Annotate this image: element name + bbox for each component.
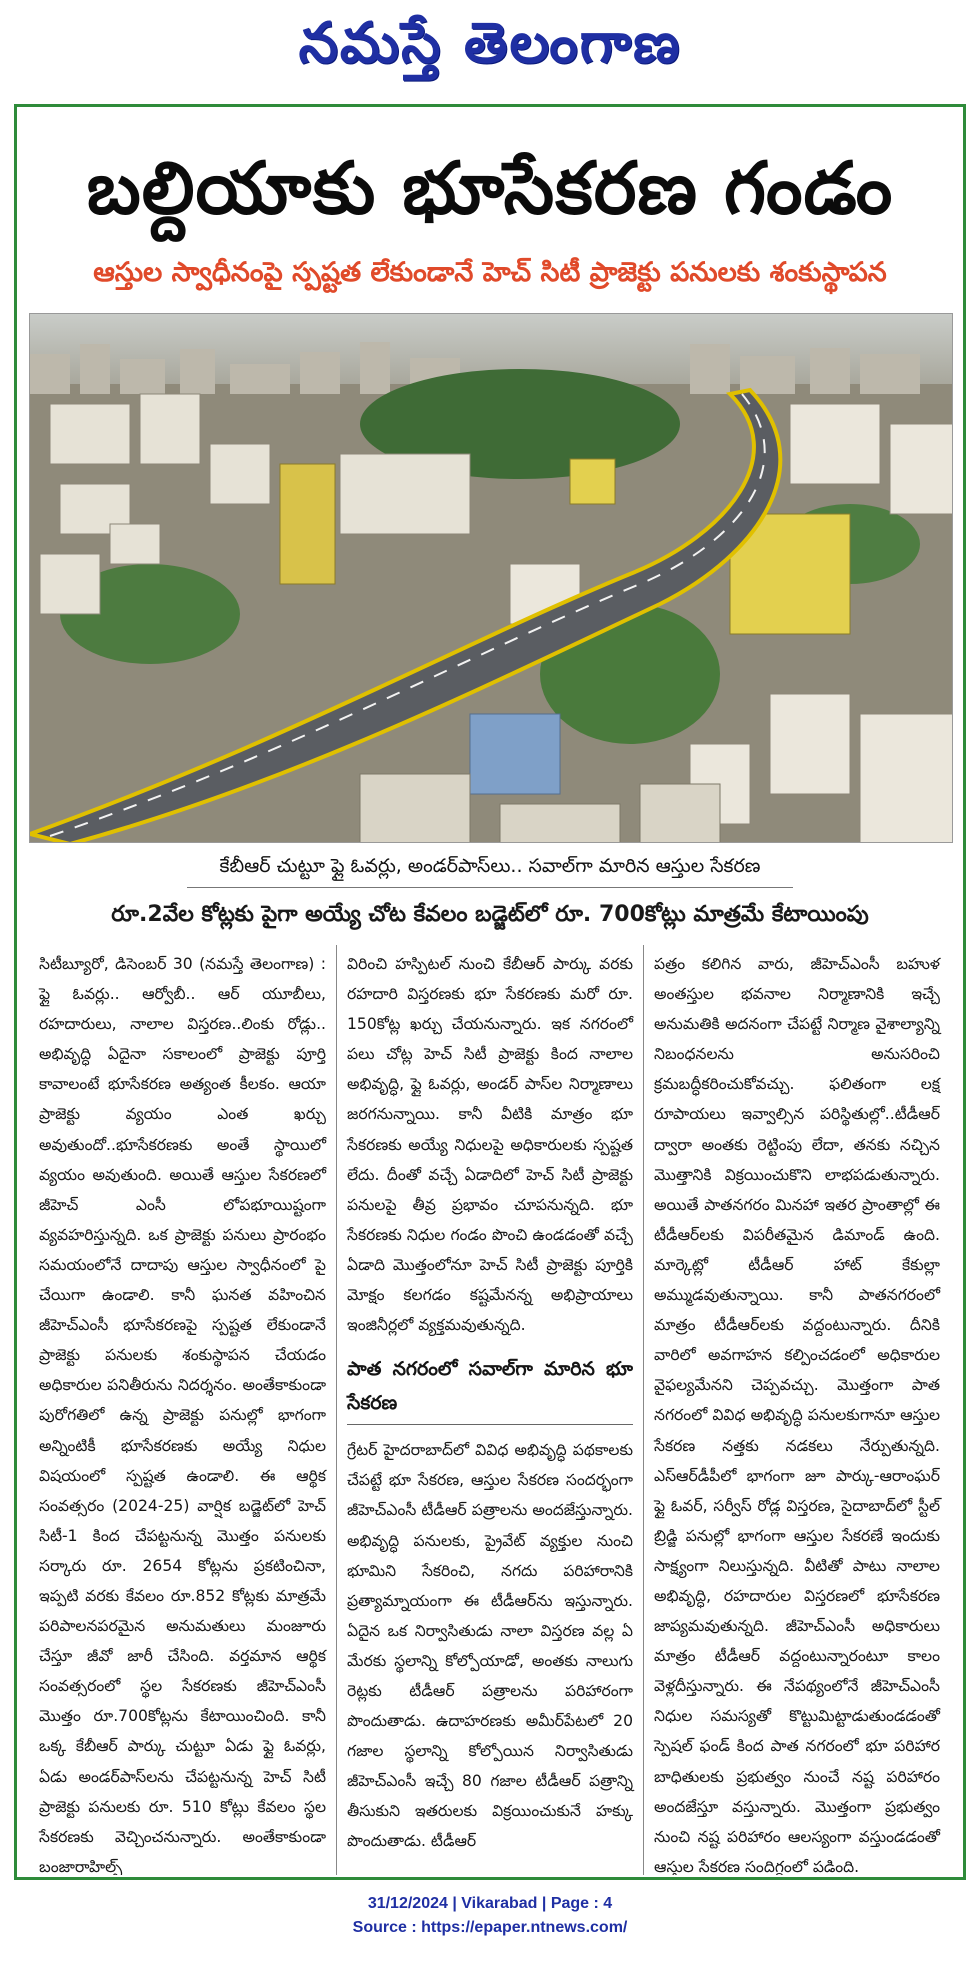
caption-divider <box>187 887 793 888</box>
paragraph: గ్రేటర్ హైదరాబాద్‌లో వివిధ అభివృద్ధి పథకాలకు చేపట్టే భూ సేకరణ, ఆస్తుల సేకరణ సందర్భంగా జీహెచ్‌ఎంసీ టీడీఆర్ పత్రాలను అందజేస్తున్నారు. అభివృద్ధి పనులకు, ప్రైవేట్ వ్యక్తుల నుంచి భూమిని సేకరించి, నగదు పరిహారానికి ప్రత్యామ్నాయంగా ఈ టీడీఆర్‌ను ఇస్తున్నారు. ఏదైన ఒక నిర్వాసితుడు నాలా విస్తరణ వల్ల ఏ మేరకు స్థలాన్ని కోల్పోయాడో, అంతకు నాలుగు రెట్లకు టీడీఆర్ పత్రాలను పరిహారంగా పొందుతాడు. ఉదాహరణకు అమీర్‌పేటలో 20 గజాల స్థలాన్ని కోల్పోయిన నిర్వాసితుడు జీహెచ్‌ఎంసీ ఇచ్చే 80 గజాల టీడీఆర్ పత్రాన్ని తీసుకుని ఇతరులకు విక్రయించుకునే హక్కు పొందుతాడు. టీడీఆర్ <box>347 1441 633 1851</box>
section-subhead: పాత నగరంలో సవాల్‌గా మారిన భూ సేకరణ <box>347 1352 633 1425</box>
paragraph: పత్రం కలిగిన వారు, జీహెచ్‌ఎంసీ బహుళ అంతస్తుల భవనాల నిర్మాణానికి ఇచ్చే అనుమతికి అదనంగా చేపట్టే నిర్మాణ వైశాల్యాన్ని నిబంధనలను అనుసరించి క్రమబద్ధీకరించుకోవచ్చు. ఫలితంగా లక్ష రూపాయలు ఇవ్వాల్సిన పరిస్థితుల్లో..టీడీఆర్ ద్వారా అంతకు రెట్టింపు లేదా, తనకు నచ్చిన మొత్తానికి విక్రయించుకొని లాభపడుతున్నారు. అయితే పాతనగరం మినహా ఇతర ప్రాంతాల్లో ఈ టీడీఆర్‌లకు విపరీతమైన డిమాండ్ ఉంది. మార్కెట్లో టీడీఆర్ హాట్ కేకుల్లా అమ్ముడవుతున్నాయి. కానీ పాతనగరంలో మాత్రం టీడీఆర్‌లకు వద్దంటున్నారు. దీనికి వారిలో అవగాహన కల్పించడంలో అధికారుల వైఫల్యమేనని చెప్పవచ్చు. మొత్తంగా పాత నగరంలో వివిధ అభివృద్ధి పనులకుగానూ ఆస్తుల సేకరణ నత్తకు నడకలు నేర్పుతున్నది. ఎస్‌ఆర్‌డీపీలో భాగంగా జూ పార్కు-ఆరాంఘర్ ఫ్లై ఓవర్, సర్వీస్ రోడ్ల విస్తరణ, సైదాబాద్‌లో స్టీల్ బ్రిడ్జి పనుల్లో భాగంగా ఆస్తుల సేకరణే ఇందుకు సాక్ష్యంగా నిలుస్తున్నది. వీటితో పాటు నాలాల అభివృద్ధి, రహదారుల విస్తరణలో భూసేకరణ జాప్యమవుతున్నది. జీహెచ్‌ఎంసీ అధికారులు మాత్రం టీడీఆర్ వద్దంటున్నారంటూ కాలం వెళ్లదీస్తున్నారు. ఈ నేపథ్యంలోనే జీహెచ్‌ఎంసీ నిధుల సమస్యతో కొట్టుమిట్టాడుతుండడంతో స్పెషల్ ఫండ్ కింద పాత నగరంలో భూ పరిహార బాధితులకు ప్రభుత్వం నుంచే నష్ట పరిహారం అందజేస్తూ వస్తున్నారు. మొత్తంగా ప్రభుత్వం నుంచి నష్ట పరిహారం ఆలస్యంగా వస్తుండడంతో ఆస్తుల సేకరణ సందిగ్ధంలో పడింది. <box>654 955 940 1875</box>
paragraph: విరించి హస్పిటల్ నుంచి కేబీఆర్ పార్కు వరకు రహదారి విస్తరణకు భూ సేకరణకు మరో రూ. 150కోట్ల ఖర్చు చేయనున్నారు. ఇక నగరంలో పలు చోట్ల హెచ్ సిటీ ప్రాజెక్టు కింద నాలాల అభివృద్ధి, ఫ్లై ఓవర్లు, అండర్ పాస్‌ల నిర్మాణాలు జరగనున్నాయి. కానీ వీటికి మాత్రం భూ సేకరణకు అయ్యే నిధులపై అధికారులకు స్పష్టత లేదు. దీంతో వచ్చే ఏడాదిలో హెచ్ సిటీ ప్రాజెక్టు పనులపై తీవ్ర ప్రభావం చూపనున్నది. భూ సేకరణకు నిధుల గండం పొంచి ఉండడంతో వచ్చే ఏడాది మొత్తంలోనూ హెచ్ సిటీ ప్రాజెక్టు పూర్తికి మోక్షం కలగడం కష్టమేనన్న అభిప్రాయాలు ఇంజినీర్లలో వ్యక్తమవుతున్నది. <box>347 955 633 1335</box>
article-headline: బల్దియాకు భూసేకరణ గండం <box>86 146 894 230</box>
photo-caption: కేబీఆర్ చుట్టూ ఫ్లై ఓవర్లు, అండర్‌పాస్‌లు.. సవాల్‌గా మారిన ఆస్తుల సేకరణ <box>219 855 761 877</box>
masthead-logo: నమస్తే తెలంగాణ <box>298 11 682 76</box>
article-column-2 <box>336 945 643 1875</box>
footer-date-line: 31/12/2024 | Vikarabad | Page : 4 <box>367 1895 613 1912</box>
article-deck: రూ.2వేల కోట్లకు పైగా అయ్యే చోట కేవలం బడ్జెట్‌లో రూ. 700కోట్లు మాత్రమే కేటాయింపు <box>111 902 869 927</box>
paragraph: సిటీబ్యూరో, డిసెంబర్ 30 (నమస్తే తెలంగాణ) : ఫ్లై ఓవర్లు.. ఆర్వోబీ.. ఆర్ యూబీలు, రహదారులు, నాలాల విస్తరణ..లింకు రోడ్లు.. అభివృద్ధి ఏదైనా సకాలంలో ప్రాజెక్టు పూర్తి కావాలంటే భూసేకరణ అత్యంత కీలకం. ఆయా ప్రాజెక్టు వ్యయం ఎంత ఖర్చు అవుతుందో..భూసేకరణకు అంతే స్థాయిలో వ్యయం అవుతుంది. అయితే ఆస్తుల సేకరణలో జీహెచ్ ఎంసీ లోపభూయిష్టంగా వ్యవహరిస్తున్నది. ఒక ప్రాజెక్టు పనులు ప్రారంభం సమయంలోనే దాదాపు ఆస్తుల స్వాధీనంలో పై చేయిగా ఉండాలి. కానీ ఘనత వహించిన జీహెచ్‌ఎంసీ భూసేకరణపై స్పష్టత లేకుండానే ప్రాజెక్టు పనులకు శంకుస్థాపన చేయడం అధికారుల పనితీరును నిదర్శనం. అంతేకాకుండా పురోగతిలో ఉన్న ప్రాజెక్టు పనుల్లో భాగంగా అన్నింటికీ భూసేకరణకు అయ్యే నిధుల విషయంలో స్పష్టత ఉండాలి. ఈ ఆర్థిక సంవత్సరం (2024-25) వార్షిక బడ్జెట్‌లో హెచ్ సిటీ-1 కింద చేపట్టనున్న మొత్తం పనులకు సర్కారు రూ. 2654 కోట్లను ప్రకటించినా, ఇప్పటి వరకు కేవలం రూ.852 కోట్లకు మాత్రమే పరిపాలనపరమైన అనుమతులు మంజూరు చేస్తూ జీవో జారీ చేసింది. వర్తమాన ఆర్థిక సంవత్సరంలో స్థల సేకరణకు జీహెచ్‌ఎంసీ మొత్తం రూ.700కోట్లను కేటాయించింది. కానీ ఒక్క కేబీఆర్ పార్కు చుట్టూ ఏడు ఫ్లై ఓవర్లు, ఏడు అండర్‌పాస్‌లను చేపట్టనున్న హెచ్ సిటీ ప్రాజెక్టు పనులకు రూ. 510 కోట్లు కేవలం స్థల సేకరణకు వెచ్చించనున్నారు. అంతేకాకుండా బంజారాహిల్స్ <box>39 955 326 1875</box>
article-frame <box>14 104 966 1880</box>
article-column-3 <box>643 945 950 1875</box>
footer-source-link[interactable]: Source : https://epaper.ntnews.com/ <box>352 1919 628 1936</box>
article-column-1 <box>29 945 336 1875</box>
article-photo <box>29 313 953 843</box>
article-subhead: ఆస్తుల స్వాధీనంపై స్పష్టత లేకుండానే హెచ్ సిటీ ప్రాజెక్టు పనులకు శంకుస్థాపన <box>93 257 887 288</box>
article-body <box>29 945 951 1875</box>
